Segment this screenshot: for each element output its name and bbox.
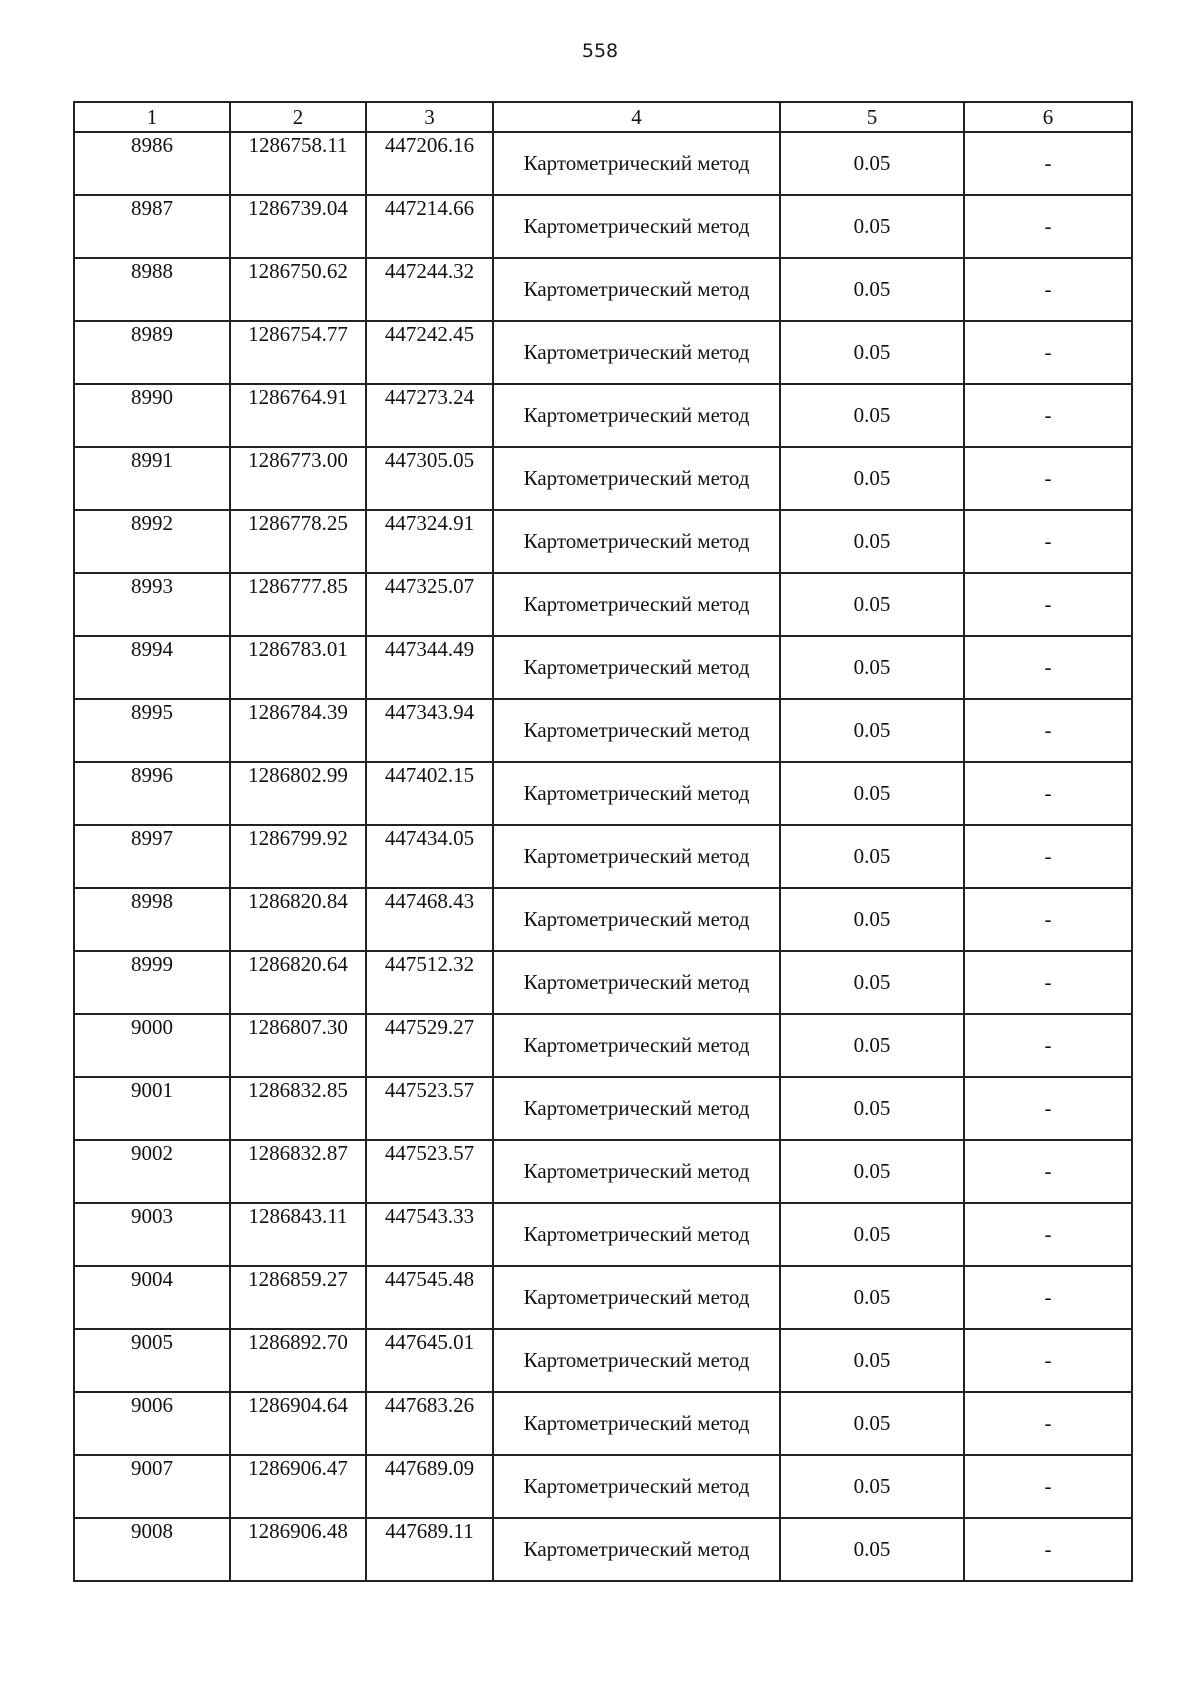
- x-coordinate-cell: 1286904.64: [230, 1392, 366, 1455]
- method-cell: Картометрический метод: [493, 1392, 780, 1455]
- method-cell: Картометрический метод: [493, 825, 780, 888]
- method-cell: Картометрический метод: [493, 384, 780, 447]
- header-cell-3: 3: [366, 102, 493, 132]
- point-number-cell: 8986: [74, 132, 230, 195]
- note-cell: -: [964, 1455, 1132, 1518]
- note-cell: -: [964, 195, 1132, 258]
- table-row: [74, 1455, 1132, 1518]
- point-number-cell: 9006: [74, 1392, 230, 1455]
- method-cell: Картометрический метод: [493, 1266, 780, 1329]
- y-coordinate-cell: 447543.33: [366, 1203, 493, 1266]
- note-cell: -: [964, 573, 1132, 636]
- y-coordinate-cell: 447689.09: [366, 1455, 493, 1518]
- x-coordinate-cell: 1286783.01: [230, 636, 366, 699]
- header-cell-4: 4: [493, 102, 780, 132]
- note-cell: -: [964, 510, 1132, 573]
- note-cell: -: [964, 951, 1132, 1014]
- header-cell-6: 6: [964, 102, 1132, 132]
- method-cell: Картометрический метод: [493, 1140, 780, 1203]
- x-coordinate-cell: 1286832.85: [230, 1077, 366, 1140]
- page-number: 558: [581, 40, 619, 62]
- x-coordinate-cell: 1286843.11: [230, 1203, 366, 1266]
- method-cell: Картометрический метод: [493, 699, 780, 762]
- x-coordinate-cell: 1286758.11: [230, 132, 366, 195]
- method-cell: Картометрический метод: [493, 888, 780, 951]
- point-number-cell: 8995: [74, 699, 230, 762]
- accuracy-cell: 0.05: [780, 132, 964, 195]
- accuracy-cell: 0.05: [780, 258, 964, 321]
- y-coordinate-cell: 447206.16: [366, 132, 493, 195]
- method-cell: Картометрический метод: [493, 573, 780, 636]
- x-coordinate-cell: 1286892.70: [230, 1329, 366, 1392]
- note-cell: -: [964, 258, 1132, 321]
- table-row: [74, 636, 1132, 699]
- accuracy-cell: 0.05: [780, 1140, 964, 1203]
- y-coordinate-cell: 447402.15: [366, 762, 493, 825]
- method-cell: Картометрический метод: [493, 1518, 780, 1581]
- point-number-cell: 8992: [74, 510, 230, 573]
- method-cell: Картометрический метод: [493, 951, 780, 1014]
- method-cell: Картометрический метод: [493, 1077, 780, 1140]
- x-coordinate-cell: 1286739.04: [230, 195, 366, 258]
- accuracy-cell: 0.05: [780, 762, 964, 825]
- table-row: [74, 1518, 1132, 1581]
- y-coordinate-cell: 447344.49: [366, 636, 493, 699]
- point-number-cell: 8993: [74, 573, 230, 636]
- table-row: [74, 1266, 1132, 1329]
- method-cell: Картометрический метод: [493, 258, 780, 321]
- accuracy-cell: 0.05: [780, 195, 964, 258]
- table-row: [74, 951, 1132, 1014]
- y-coordinate-cell: 447343.94: [366, 699, 493, 762]
- point-number-cell: 8991: [74, 447, 230, 510]
- y-coordinate-cell: 447325.07: [366, 573, 493, 636]
- point-number-cell: 9007: [74, 1455, 230, 1518]
- accuracy-cell: 0.05: [780, 384, 964, 447]
- x-coordinate-cell: 1286778.25: [230, 510, 366, 573]
- point-number-cell: 8996: [74, 762, 230, 825]
- accuracy-cell: 0.05: [780, 1203, 964, 1266]
- table-row: [74, 195, 1132, 258]
- method-cell: Картометрический метод: [493, 132, 780, 195]
- note-cell: -: [964, 1077, 1132, 1140]
- accuracy-cell: 0.05: [780, 573, 964, 636]
- table-row: [74, 1203, 1132, 1266]
- table-row: [74, 825, 1132, 888]
- point-number-cell: 9001: [74, 1077, 230, 1140]
- method-cell: Картометрический метод: [493, 510, 780, 573]
- point-number-cell: 8998: [74, 888, 230, 951]
- accuracy-cell: 0.05: [780, 1014, 964, 1077]
- table-row: [74, 447, 1132, 510]
- accuracy-cell: 0.05: [780, 321, 964, 384]
- x-coordinate-cell: 1286820.84: [230, 888, 366, 951]
- method-cell: Картометрический метод: [493, 1014, 780, 1077]
- accuracy-cell: 0.05: [780, 888, 964, 951]
- note-cell: -: [964, 447, 1132, 510]
- x-coordinate-cell: 1286820.64: [230, 951, 366, 1014]
- point-number-cell: 9004: [74, 1266, 230, 1329]
- table-row: [74, 384, 1132, 447]
- y-coordinate-cell: 447273.24: [366, 384, 493, 447]
- note-cell: -: [964, 1203, 1132, 1266]
- coordinates-table: [73, 101, 1133, 1582]
- accuracy-cell: 0.05: [780, 636, 964, 699]
- accuracy-cell: 0.05: [780, 510, 964, 573]
- point-number-cell: 8997: [74, 825, 230, 888]
- y-coordinate-cell: 447468.43: [366, 888, 493, 951]
- x-coordinate-cell: 1286750.62: [230, 258, 366, 321]
- accuracy-cell: 0.05: [780, 1455, 964, 1518]
- x-coordinate-cell: 1286832.87: [230, 1140, 366, 1203]
- point-number-cell: 9003: [74, 1203, 230, 1266]
- method-cell: Картометрический метод: [493, 447, 780, 510]
- point-number-cell: 8990: [74, 384, 230, 447]
- table-row: [74, 132, 1132, 195]
- accuracy-cell: 0.05: [780, 1329, 964, 1392]
- x-coordinate-cell: 1286777.85: [230, 573, 366, 636]
- point-number-cell: 8994: [74, 636, 230, 699]
- table-row: [74, 762, 1132, 825]
- x-coordinate-cell: 1286906.47: [230, 1455, 366, 1518]
- point-number-cell: 9005: [74, 1329, 230, 1392]
- table-row: [74, 1077, 1132, 1140]
- note-cell: -: [964, 636, 1132, 699]
- note-cell: -: [964, 825, 1132, 888]
- x-coordinate-cell: 1286807.30: [230, 1014, 366, 1077]
- y-coordinate-cell: 447529.27: [366, 1014, 493, 1077]
- note-cell: -: [964, 132, 1132, 195]
- method-cell: Картометрический метод: [493, 762, 780, 825]
- table-row: [74, 1329, 1132, 1392]
- accuracy-cell: 0.05: [780, 699, 964, 762]
- note-cell: -: [964, 888, 1132, 951]
- header-cell-5: 5: [780, 102, 964, 132]
- note-cell: -: [964, 699, 1132, 762]
- x-coordinate-cell: 1286754.77: [230, 321, 366, 384]
- table-row: [74, 699, 1132, 762]
- x-coordinate-cell: 1286773.00: [230, 447, 366, 510]
- note-cell: -: [964, 1392, 1132, 1455]
- accuracy-cell: 0.05: [780, 1392, 964, 1455]
- note-cell: -: [964, 762, 1132, 825]
- point-number-cell: 9002: [74, 1140, 230, 1203]
- accuracy-cell: 0.05: [780, 951, 964, 1014]
- table-row: [74, 258, 1132, 321]
- y-coordinate-cell: 447214.66: [366, 195, 493, 258]
- table-row: [74, 321, 1132, 384]
- method-cell: Картометрический метод: [493, 1203, 780, 1266]
- point-number-cell: 8999: [74, 951, 230, 1014]
- accuracy-cell: 0.05: [780, 447, 964, 510]
- y-coordinate-cell: 447324.91: [366, 510, 493, 573]
- point-number-cell: 8987: [74, 195, 230, 258]
- point-number-cell: 9008: [74, 1518, 230, 1581]
- method-cell: Картометрический метод: [493, 636, 780, 699]
- y-coordinate-cell: 447683.26: [366, 1392, 493, 1455]
- y-coordinate-cell: 447645.01: [366, 1329, 493, 1392]
- x-coordinate-cell: 1286859.27: [230, 1266, 366, 1329]
- y-coordinate-cell: 447523.57: [366, 1140, 493, 1203]
- table-row: [74, 1392, 1132, 1455]
- point-number-cell: 8988: [74, 258, 230, 321]
- accuracy-cell: 0.05: [780, 1077, 964, 1140]
- y-coordinate-cell: 447689.11: [366, 1518, 493, 1581]
- point-number-cell: 9000: [74, 1014, 230, 1077]
- accuracy-cell: 0.05: [780, 1518, 964, 1581]
- table-row: [74, 510, 1132, 573]
- x-coordinate-cell: 1286764.91: [230, 384, 366, 447]
- method-cell: Картометрический метод: [493, 1455, 780, 1518]
- table-body: [74, 132, 1132, 1581]
- header-cell-1: 1: [74, 102, 230, 132]
- note-cell: -: [964, 321, 1132, 384]
- table-row: [74, 573, 1132, 636]
- table-row: [74, 1140, 1132, 1203]
- method-cell: Картометрический метод: [493, 321, 780, 384]
- y-coordinate-cell: 447434.05: [366, 825, 493, 888]
- x-coordinate-cell: 1286799.92: [230, 825, 366, 888]
- y-coordinate-cell: 447305.05: [366, 447, 493, 510]
- note-cell: -: [964, 1329, 1132, 1392]
- method-cell: Картометрический метод: [493, 195, 780, 258]
- x-coordinate-cell: 1286802.99: [230, 762, 366, 825]
- y-coordinate-cell: 447523.57: [366, 1077, 493, 1140]
- note-cell: -: [964, 1518, 1132, 1581]
- note-cell: -: [964, 384, 1132, 447]
- note-cell: -: [964, 1266, 1132, 1329]
- table-row: [74, 1014, 1132, 1077]
- x-coordinate-cell: 1286784.39: [230, 699, 366, 762]
- y-coordinate-cell: 447512.32: [366, 951, 493, 1014]
- note-cell: -: [964, 1014, 1132, 1077]
- header-row: [74, 102, 1132, 132]
- table-header: [74, 102, 1132, 132]
- y-coordinate-cell: 447244.32: [366, 258, 493, 321]
- method-cell: Картометрический метод: [493, 1329, 780, 1392]
- point-number-cell: 8989: [74, 321, 230, 384]
- header-cell-2: 2: [230, 102, 366, 132]
- note-cell: -: [964, 1140, 1132, 1203]
- accuracy-cell: 0.05: [780, 1266, 964, 1329]
- y-coordinate-cell: 447242.45: [366, 321, 493, 384]
- x-coordinate-cell: 1286906.48: [230, 1518, 366, 1581]
- table-row: [74, 888, 1132, 951]
- accuracy-cell: 0.05: [780, 825, 964, 888]
- y-coordinate-cell: 447545.48: [366, 1266, 493, 1329]
